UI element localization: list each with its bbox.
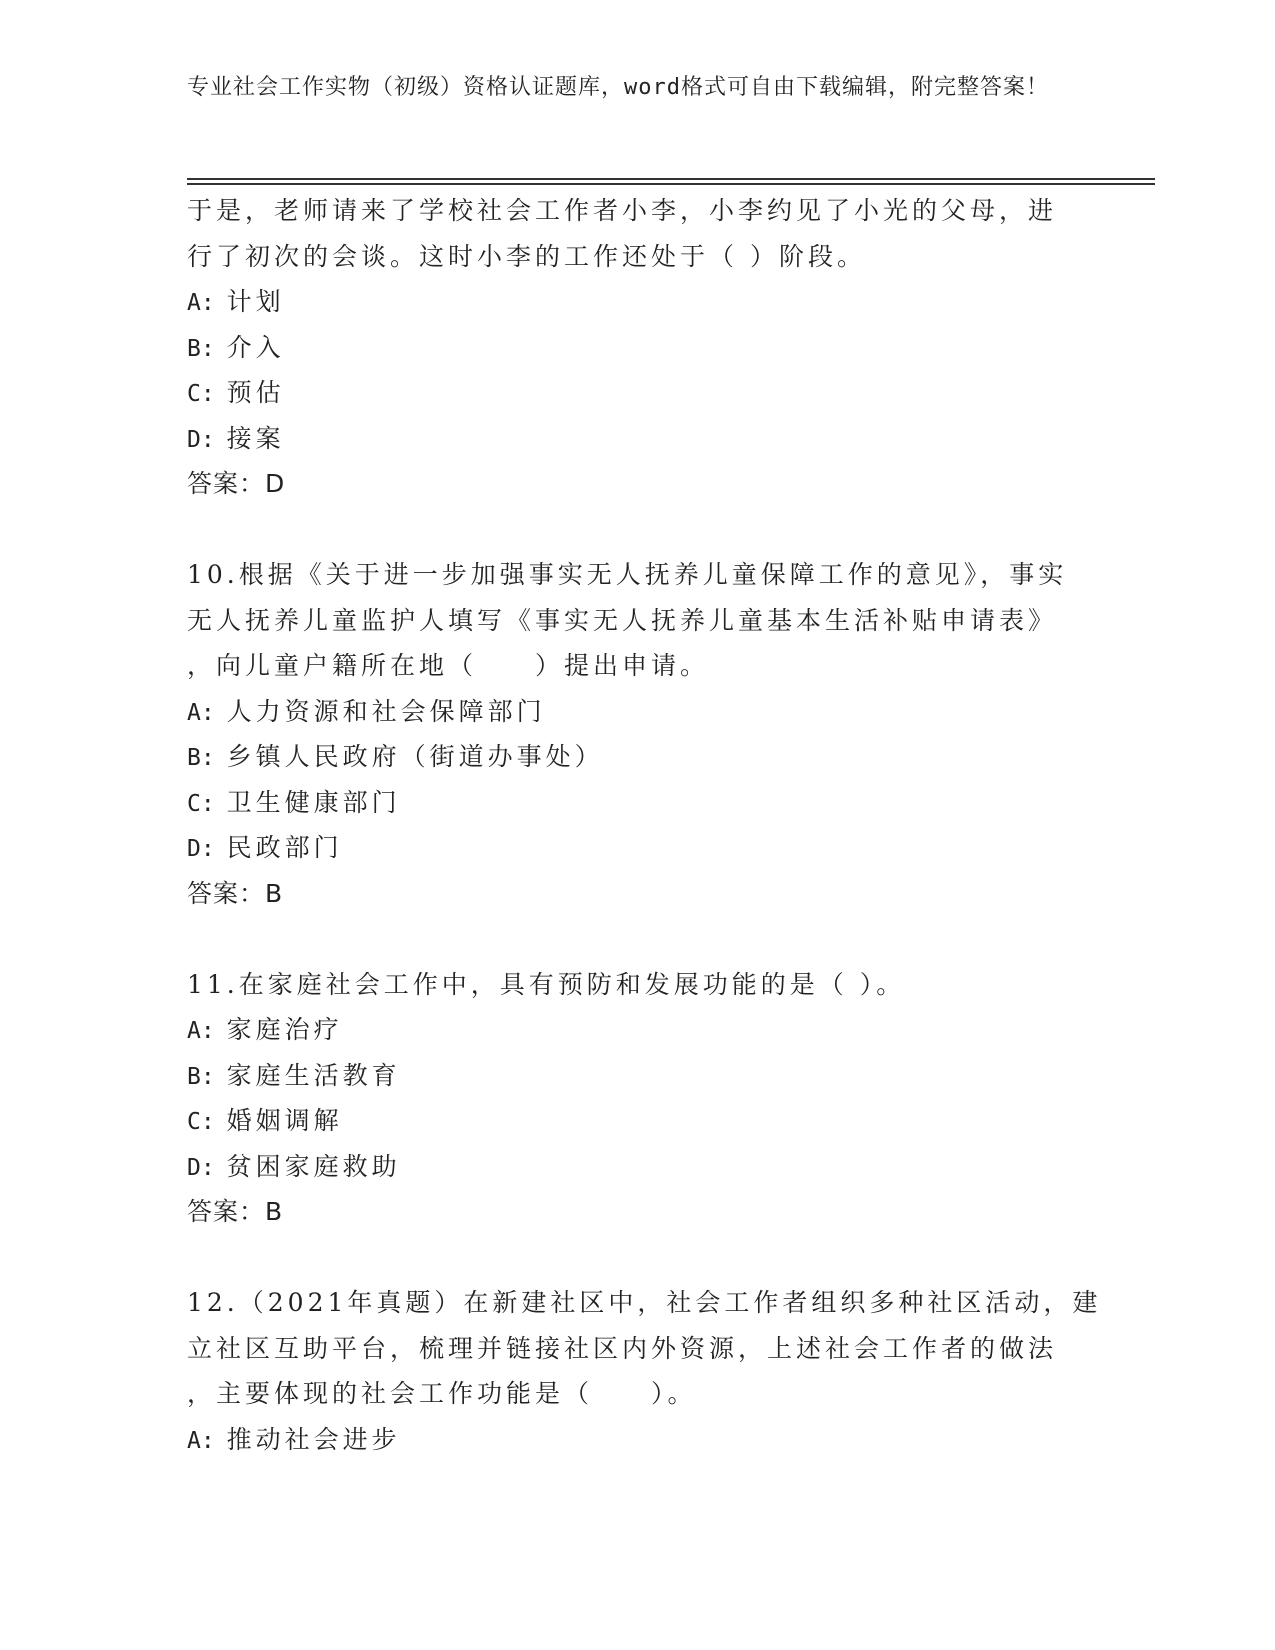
option-text: 计划 xyxy=(226,287,285,316)
option-key: D: xyxy=(187,426,215,453)
option-c xyxy=(187,780,1087,826)
option-d xyxy=(187,1144,1087,1190)
option-key: A: xyxy=(187,1018,215,1044)
option-a xyxy=(187,1417,1087,1463)
option-text: 婚姻调解 xyxy=(226,1106,343,1135)
option-d xyxy=(187,825,1087,871)
option-c xyxy=(187,370,1087,416)
option-key: D: xyxy=(187,1154,215,1181)
option-text: 接案 xyxy=(226,423,285,453)
option-a xyxy=(187,279,1087,325)
option-key: D: xyxy=(187,836,215,862)
option-text: 介入 xyxy=(226,332,285,362)
option-key: C: xyxy=(187,1109,215,1135)
option-text: 推动社会进步 xyxy=(226,1424,401,1454)
option-key: C: xyxy=(187,790,215,817)
option-key: A: xyxy=(187,1427,215,1454)
option-key: B: xyxy=(187,745,215,771)
question-stem-line: 11.在家庭社会工作中，具有预防和发展功能的是（ ）。 xyxy=(187,969,906,999)
document-header: 专业社会工作实物（初级）资格认证题库，word格式可自由下载编辑，附完整答案！ xyxy=(187,75,1049,100)
question-11 xyxy=(187,962,1087,1235)
question-stem-line: 10.根据《关于进一步加强事实无人抚养儿童保障工作的意见》，事实 xyxy=(187,560,1068,589)
spacer xyxy=(187,507,1087,553)
option-text: 贫困家庭救助 xyxy=(226,1151,401,1181)
spacer xyxy=(187,1235,1087,1281)
option-c xyxy=(187,1098,1087,1144)
question-list xyxy=(187,188,1102,1462)
question-stem-line: 12.（2021年真题）在新建社区中，社会工作者组织多种社区活动，建 xyxy=(187,1288,1102,1317)
question-10 xyxy=(187,552,1087,916)
option-key: C: xyxy=(187,381,215,407)
option-key: A: xyxy=(187,290,215,316)
question-stem-line: 行了初次的会谈。这时小李的工作还处于（ ）阶段。 xyxy=(187,241,866,271)
question-stem-line: 无人抚养儿童监护人填写《事实无人抚养儿童基本生活补贴申请表》 xyxy=(187,605,1058,635)
answer-line: 答案：B xyxy=(187,1197,284,1226)
option-a xyxy=(187,1007,1087,1053)
answer-line: 答案：B xyxy=(187,878,284,908)
option-key: B: xyxy=(187,1063,215,1090)
question-12 xyxy=(187,1280,1102,1462)
question-stem-line: 于是，老师请来了学校社会工作者小李，小李约见了小光的父母，进 xyxy=(187,196,1058,225)
option-b xyxy=(187,734,1087,780)
option-key: A: xyxy=(187,699,215,726)
option-text: 民政部门 xyxy=(226,833,343,862)
option-d xyxy=(187,416,1087,462)
option-text: 人力资源和社会保障部门 xyxy=(226,696,546,726)
question-stem-line: ，主要体现的社会工作功能是（ ）。 xyxy=(187,1379,697,1408)
option-text: 乡镇人民政府（街道办事处） xyxy=(226,742,604,771)
header-divider-bottom xyxy=(187,183,1155,185)
answer-line: 答案：D xyxy=(187,469,286,498)
header-divider-top xyxy=(187,178,1155,180)
option-key: B: xyxy=(187,335,215,362)
option-text: 预估 xyxy=(226,378,285,407)
option-b xyxy=(187,1053,1087,1099)
option-b xyxy=(187,325,1087,371)
option-text: 家庭治疗 xyxy=(226,1015,343,1044)
question-stem-line: 立社区互助平台，梳理并链接社区内外资源，上述社会工作者的做法 xyxy=(187,1333,1058,1363)
question-9 xyxy=(187,188,1087,507)
option-text: 卫生健康部门 xyxy=(226,787,401,817)
option-a xyxy=(187,689,1087,735)
spacer xyxy=(187,916,1087,962)
option-text: 家庭生活教育 xyxy=(226,1060,401,1090)
question-stem-line: ，向儿童户籍所在地（ ）提出申请。 xyxy=(187,651,710,680)
